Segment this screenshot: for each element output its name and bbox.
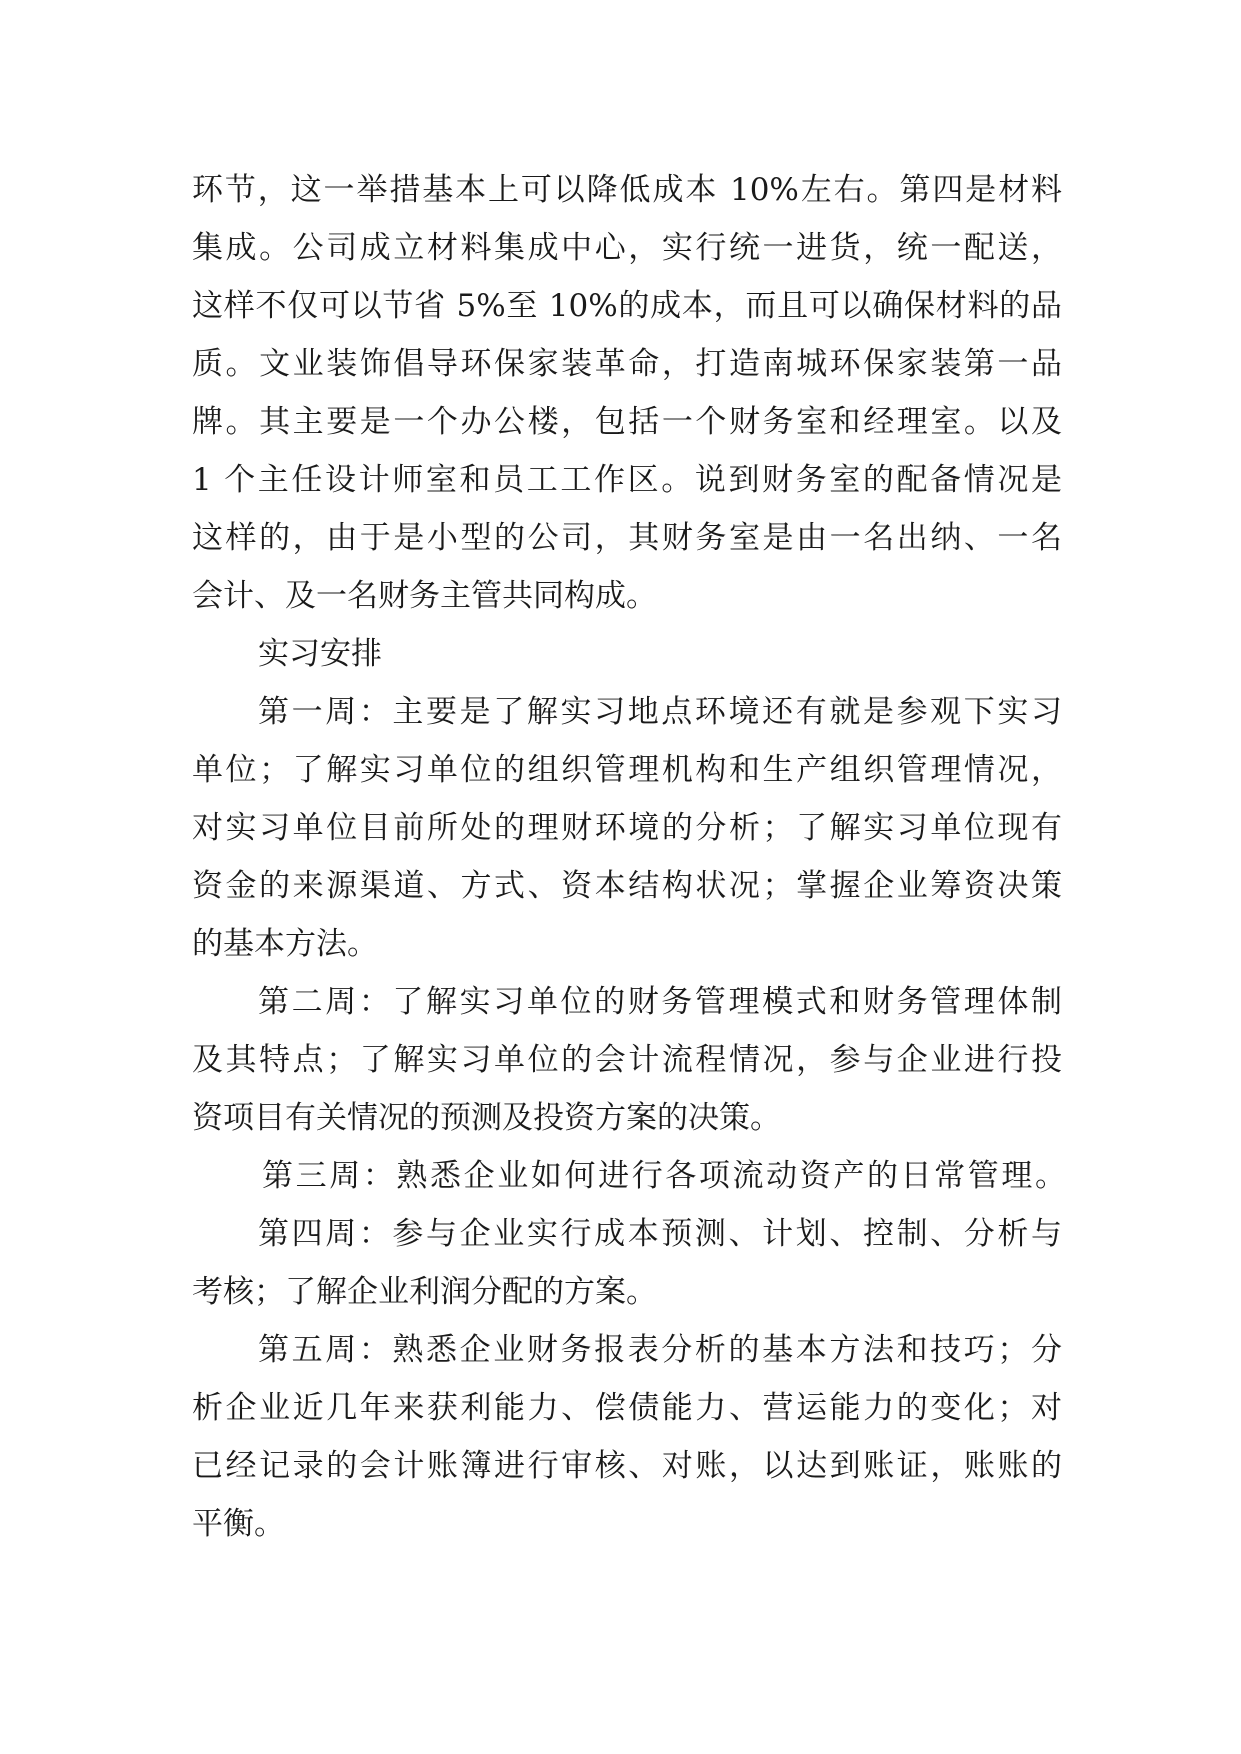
paragraph-line: 1 个主任设计师室和员工工作区。说到财务室的配备情况是 xyxy=(192,462,1062,498)
week4-line: 第四周：参与企业实行成本预测、计划、控制、分析与 xyxy=(258,1216,1062,1252)
week2-line: 第二周：了解实习单位的财务管理模式和财务管理体制 xyxy=(258,984,1062,1020)
paragraph-line: 会计、及一名财务主管共同构成。 xyxy=(192,578,657,614)
paragraph-line: 这样的，由于是小型的公司，其财务室是由一名出纳、一名 xyxy=(192,520,1062,556)
week1-line: 的基本方法。 xyxy=(192,926,378,962)
week5-line: 析企业近几年来获利能力、偿债能力、营运能力的变化；对 xyxy=(192,1390,1062,1426)
week2-line: 资项目有关情况的预测及投资方案的决策。 xyxy=(192,1100,781,1136)
week3-line: 第三周：熟悉企业如何进行各项流动资产的日常管理。 xyxy=(262,1158,1066,1194)
week1-line: 资金的来源渠道、方式、资本结构状况；掌握企业筹资决策 xyxy=(192,868,1062,904)
week5-line: 平衡。 xyxy=(192,1506,285,1542)
paragraph-line: 这样不仅可以节省 5%至 10%的成本，而且可以确保材料的品 xyxy=(192,288,1062,324)
week1-line: 单位；了解实习单位的组织管理机构和生产组织管理情况， xyxy=(192,752,1062,788)
week1-line: 第一周：主要是了解实习地点环境还有就是参观下实习 xyxy=(258,694,1062,730)
paragraph-line: 集成。公司成立材料集成中心，实行统一进货，统一配送， xyxy=(192,230,1062,266)
week5-line: 第五周：熟悉企业财务报表分析的基本方法和技巧；分 xyxy=(258,1332,1062,1368)
week5-line: 已经记录的会计账簿进行审核、对账，以达到账证，账账的 xyxy=(192,1448,1062,1484)
section-heading: 实习安排 xyxy=(258,636,382,672)
week1-line: 对实习单位目前所处的理财环境的分析；了解实习单位现有 xyxy=(192,810,1062,846)
week2-line: 及其特点；了解实习单位的会计流程情况，参与企业进行投 xyxy=(192,1042,1062,1078)
paragraph-line: 牌。其主要是一个办公楼，包括一个财务室和经理室。以及 xyxy=(192,404,1062,440)
week4-line: 考核；了解企业利润分配的方案。 xyxy=(192,1274,657,1310)
paragraph-line: 质。文业装饰倡导环保家装革命，打造南城环保家装第一品 xyxy=(192,346,1062,382)
paragraph-line: 环节，这一举措基本上可以降低成本 10%左右。第四是材料 xyxy=(192,172,1062,208)
